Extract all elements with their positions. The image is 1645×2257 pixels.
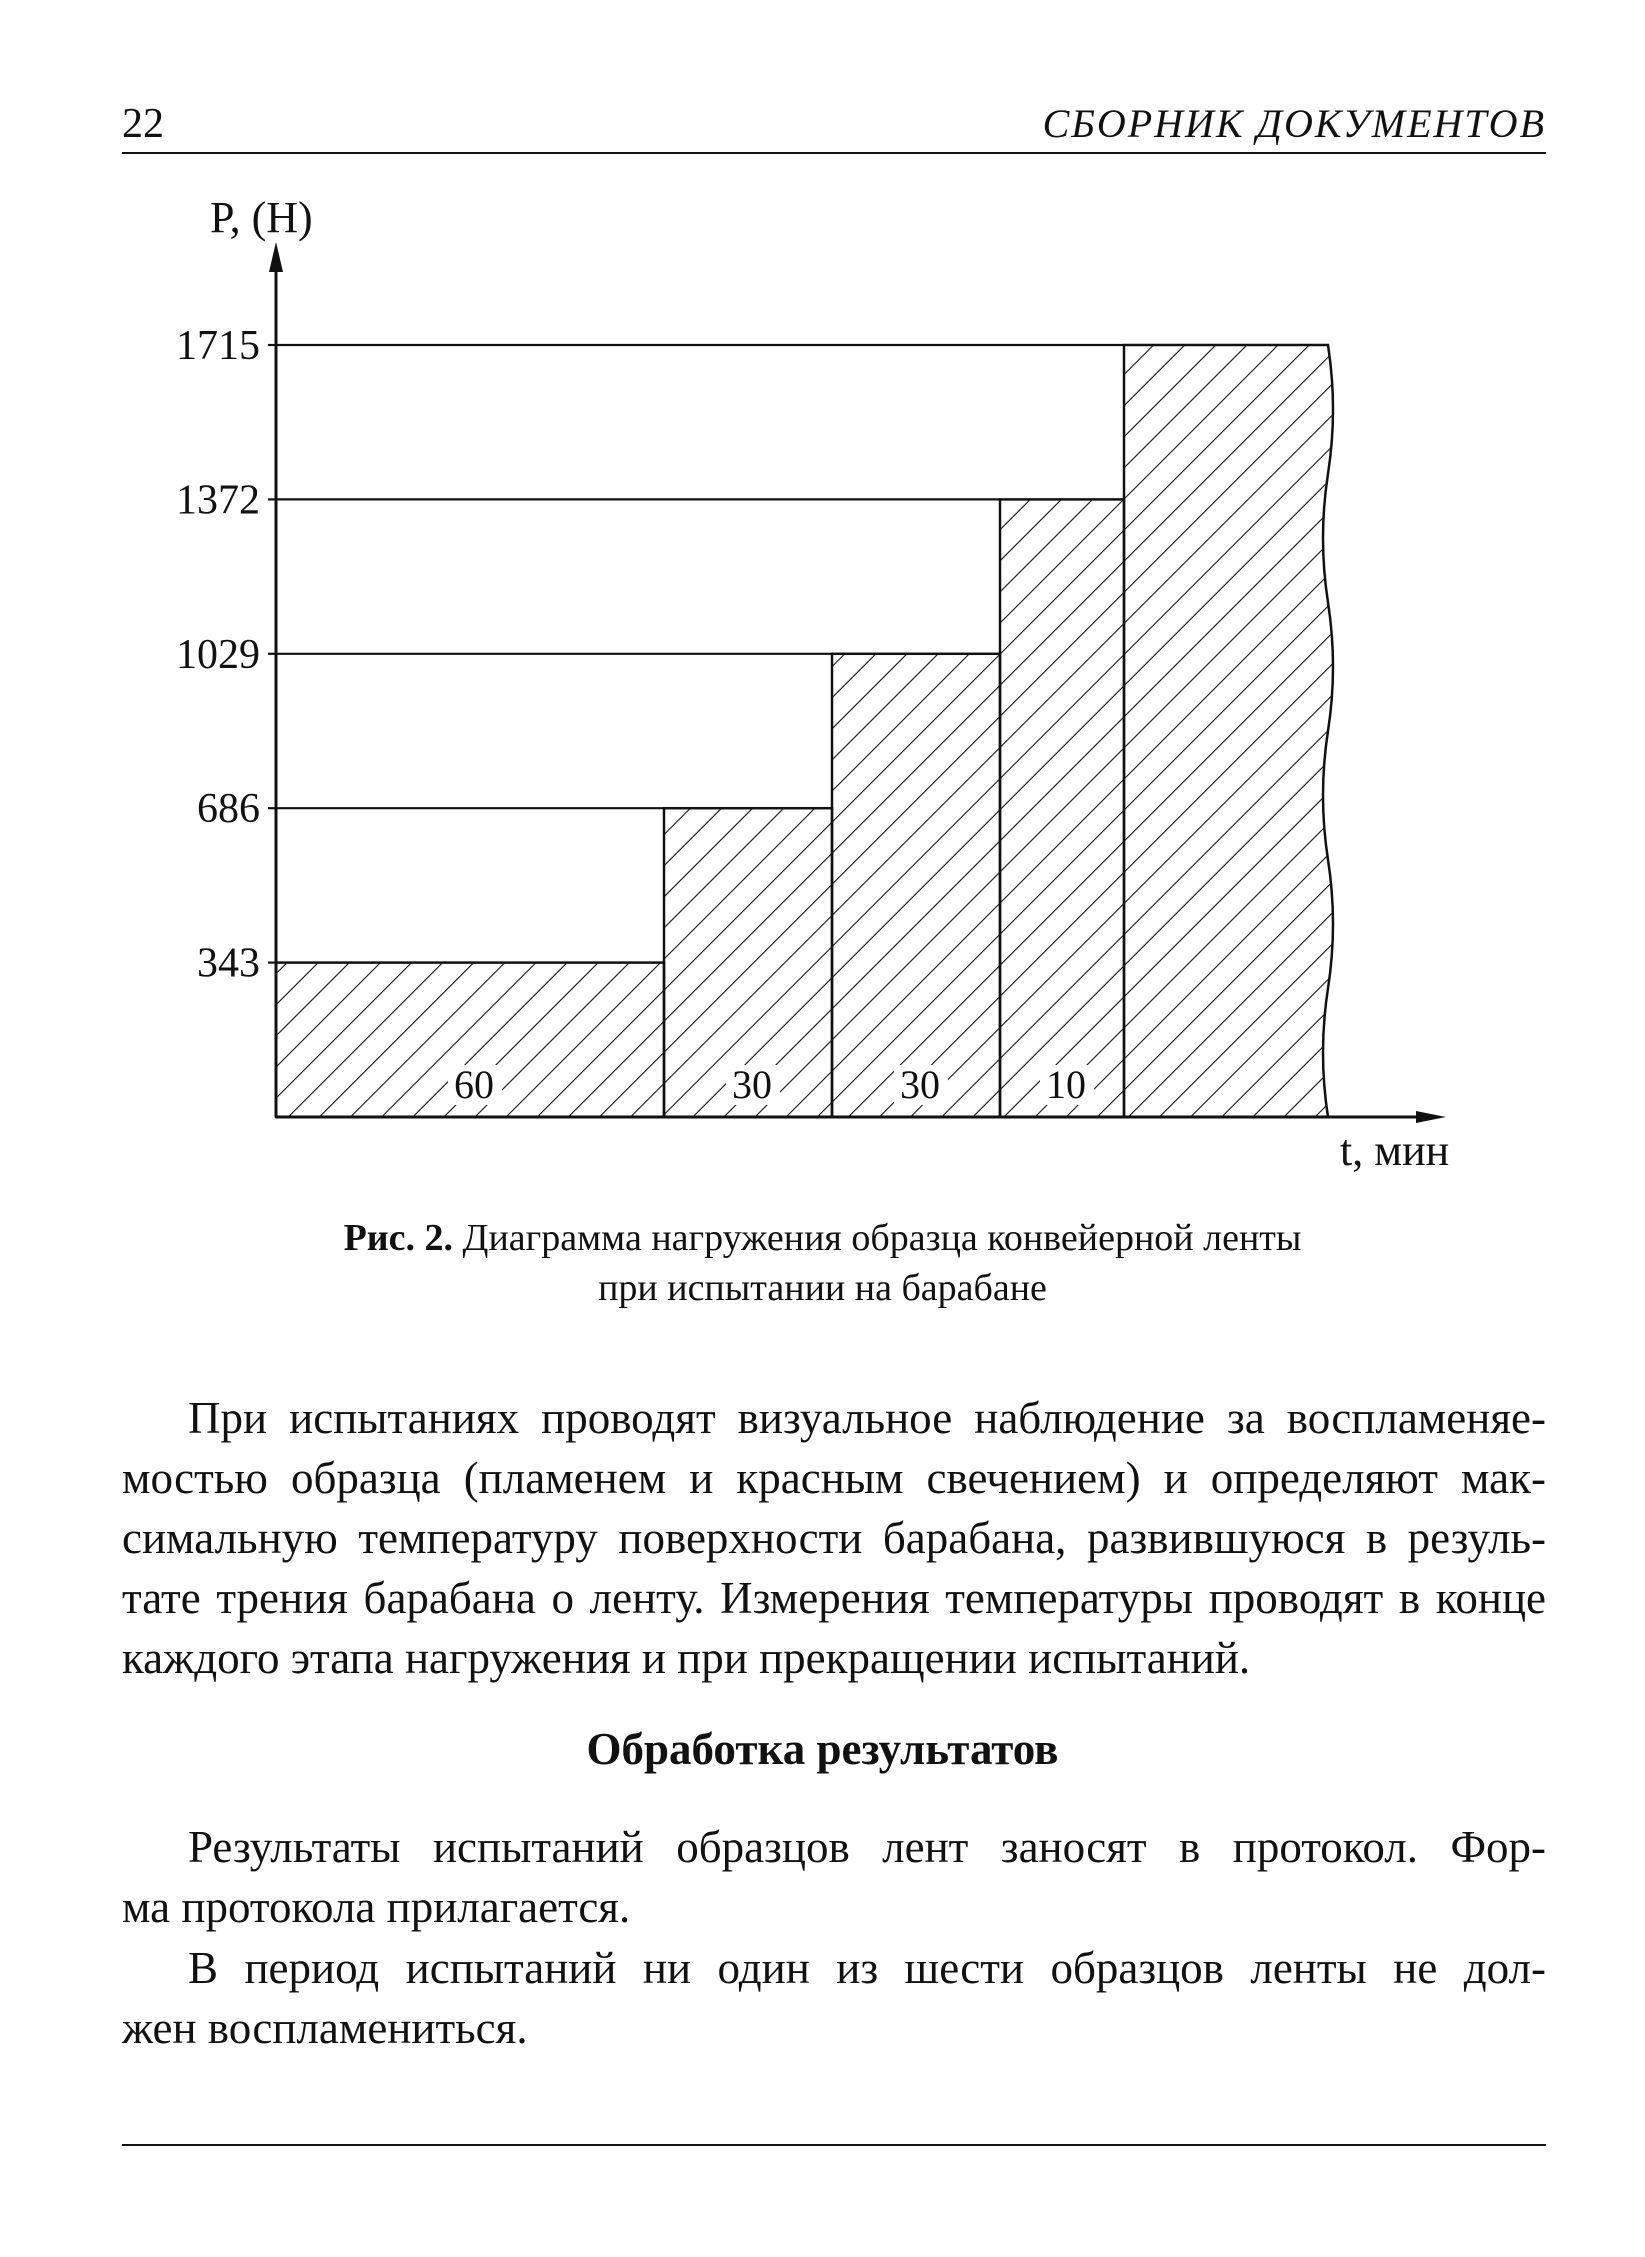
running-title: СБОРНИК ДОКУМЕНТОВ: [1042, 101, 1546, 146]
text-line: При испытаниях проводят визуальное наблюдение за воспламеняе-: [188, 1393, 1546, 1443]
duration-label: 10: [1046, 1062, 1086, 1107]
header-rule: [122, 152, 1546, 154]
text-line: жен воспламениться.: [122, 2003, 528, 2053]
y-tick-label: 1372: [176, 477, 260, 524]
load-diagram: [0, 160, 1645, 1215]
text-line: каждого этапа нагружения и при прекращении испытаний.: [122, 1633, 1251, 1683]
y-tick-label: 686: [197, 786, 260, 833]
footer-rule: [122, 2144, 1546, 2146]
page-number: 22: [122, 101, 164, 147]
duration-label: 60: [454, 1062, 494, 1107]
duration-label: 30: [732, 1062, 772, 1107]
y-axis-arrow: [269, 242, 283, 272]
text-line: В период испытаний ни один из шести образцов ленты не дол-: [188, 1943, 1546, 1993]
load-step-bar: [832, 654, 1000, 1117]
load-step-bar: [1000, 499, 1124, 1117]
paragraph-requirement: [122, 1938, 1546, 2058]
load-step-bar: [1124, 345, 1333, 1117]
duration-label: 30: [900, 1062, 940, 1107]
figure-caption: [0, 1213, 1645, 1313]
text-line: мостью образца (пламенем и красным свечением) и определяют мак-: [122, 1453, 1546, 1503]
caption-text-1: Диаграмма нагружения образца конвейерной ленты: [462, 1217, 1302, 1259]
caption-label: Рис. 2.: [343, 1217, 454, 1259]
load-chart-svg: [0, 160, 1645, 1210]
y-tick-label: 1715: [176, 323, 260, 369]
paragraph-observation: [122, 1388, 1546, 1688]
caption-line-2: при испытании на барабане: [598, 1267, 1047, 1309]
x-axis-arrow: [1416, 1111, 1446, 1123]
text-line: тате трения барабана о ленту. Измерения температуры проводят в конце: [122, 1573, 1546, 1623]
y-tick-label: 1029: [176, 631, 260, 678]
caption-line-1: [0, 1213, 1645, 1263]
text-line: Результаты испытаний образцов лент заносят в протокол. Фор-: [188, 1822, 1546, 1872]
y-axis-label: P, (Н): [210, 193, 313, 242]
paragraph-results: [122, 1817, 1546, 1937]
x-axis-label: t, мин: [1340, 1126, 1450, 1175]
y-tick-label: 343: [197, 940, 260, 987]
section-heading: Обработка результатов: [586, 1724, 1059, 1774]
text-line: симальную температуру поверхности барабана, развившуюся в резуль-: [122, 1513, 1546, 1563]
text-line: ма протокола прилагается.: [122, 1882, 631, 1932]
